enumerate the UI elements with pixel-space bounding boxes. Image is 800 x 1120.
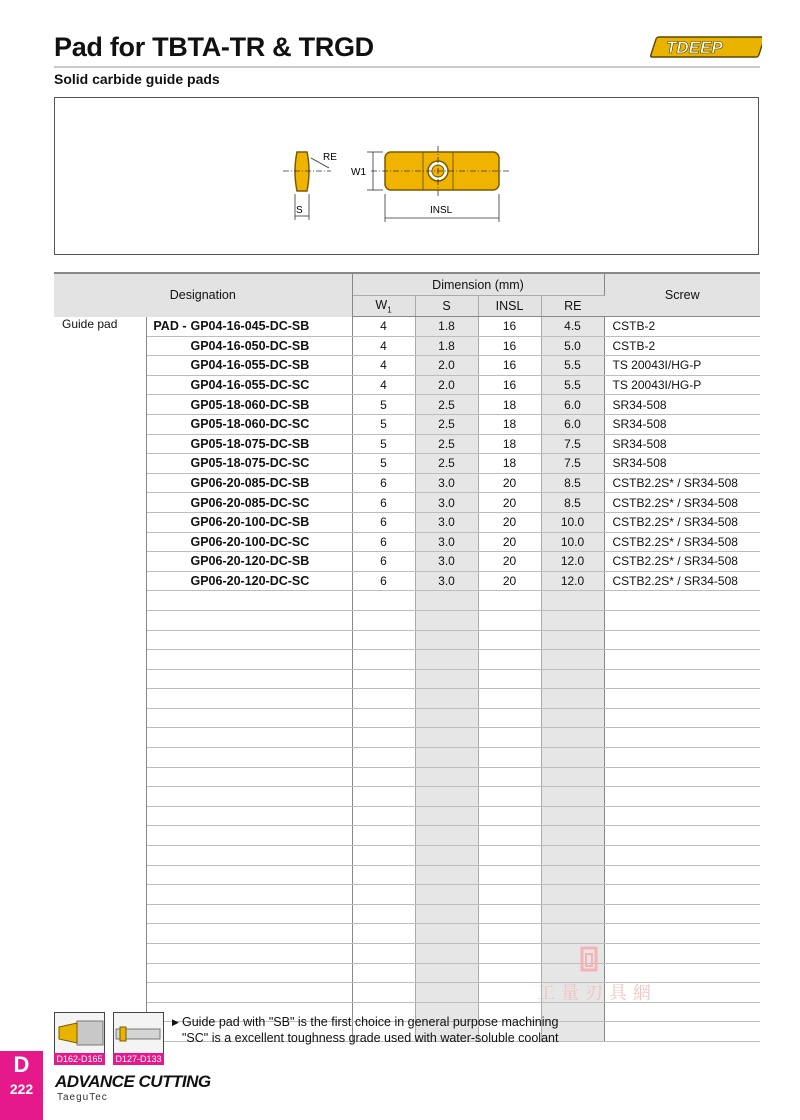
re-cell: 6.0 [541, 414, 604, 434]
svg-text:TDEEP: TDEEP [666, 38, 723, 57]
empty-row [54, 806, 760, 826]
designation-cell [146, 317, 352, 337]
insl-cell [478, 630, 541, 650]
s-cell: 3.0 [415, 493, 478, 513]
table-row [54, 473, 760, 493]
w1-cell [352, 983, 415, 1003]
empty-row [54, 630, 760, 650]
insl-cell [478, 728, 541, 748]
s-cell: 1.8 [415, 317, 478, 337]
designation-cell [146, 375, 352, 395]
screw-cell [604, 689, 760, 709]
w1-cell [352, 630, 415, 650]
s-cell [415, 748, 478, 768]
screw-cell [604, 885, 760, 905]
re-cell: 5.0 [541, 336, 604, 356]
table-row [54, 571, 760, 591]
empty-row [54, 591, 760, 611]
designation-code: GP04-16-055-DC-SB [190, 358, 310, 373]
re-cell [541, 865, 604, 885]
reference-link[interactable]: D127-D133 [113, 1053, 164, 1065]
table-row [54, 356, 760, 376]
screw-cell: SR34-508 [604, 434, 760, 454]
screw-cell: CSTB2.2S* / SR34-508 [604, 552, 760, 572]
s-cell: 3.0 [415, 571, 478, 591]
re-cell [541, 885, 604, 905]
screw-cell: CSTB2.2S* / SR34-508 [604, 571, 760, 591]
empty-row [54, 650, 760, 670]
screw-cell [604, 630, 760, 650]
re-cell [541, 748, 604, 768]
screw-cell [604, 787, 760, 807]
s-cell [415, 963, 478, 983]
insl-cell: 20 [478, 473, 541, 493]
screw-cell: CSTB2.2S* / SR34-508 [604, 473, 760, 493]
tdeep-logo [646, 33, 762, 61]
re-cell: 12.0 [541, 552, 604, 572]
header-designation: Designation [54, 273, 352, 317]
s-cell [415, 630, 478, 650]
note-text: "SC" is a excellent toughness grade used with water-soluble coolant [182, 1031, 559, 1045]
designation-cell [146, 336, 352, 356]
specification-table [54, 272, 760, 1042]
w1-cell: 6 [352, 473, 415, 493]
s-cell [415, 610, 478, 630]
screw-cell [604, 865, 760, 885]
designation-code: GP05-18-060-DC-SB [190, 397, 310, 412]
table-row [54, 434, 760, 454]
insl-cell [478, 826, 541, 846]
triangle-bullet-icon: ▶ [172, 1017, 179, 1027]
re-cell: 7.5 [541, 454, 604, 474]
insl-cell [478, 669, 541, 689]
screw-cell [604, 650, 760, 670]
designation-cell [146, 454, 352, 474]
re-cell: 5.5 [541, 356, 604, 376]
title-rule [54, 66, 760, 68]
empty-row [54, 787, 760, 807]
s-cell: 2.5 [415, 395, 478, 415]
w1-cell [352, 865, 415, 885]
re-cell [541, 846, 604, 866]
s-cell: 2.5 [415, 454, 478, 474]
w1-cell: 6 [352, 493, 415, 513]
designation-cell [146, 669, 352, 689]
designation-cell [146, 395, 352, 415]
designation-cell [146, 532, 352, 552]
w1-cell [352, 689, 415, 709]
re-cell [541, 767, 604, 787]
w1-cell [352, 728, 415, 748]
insl-cell: 20 [478, 552, 541, 572]
designation-cell [146, 591, 352, 611]
screw-cell [604, 748, 760, 768]
insl-cell: 16 [478, 336, 541, 356]
re-cell [541, 904, 604, 924]
s-cell [415, 846, 478, 866]
s-cell [415, 767, 478, 787]
screw-cell [604, 1002, 760, 1022]
empty-row [54, 865, 760, 885]
header-w1: $W_1$ [352, 296, 415, 317]
w1-cell [352, 904, 415, 924]
re-cell [541, 689, 604, 709]
table-row [54, 375, 760, 395]
w1-cell [352, 885, 415, 905]
header-insl: INSL [478, 296, 541, 317]
s-cell: 1.8 [415, 336, 478, 356]
designation-cell [146, 493, 352, 513]
insl-cell: 18 [478, 414, 541, 434]
w1-cell [352, 944, 415, 964]
designation-code: GP04-16-050-DC-SB [190, 338, 310, 353]
insl-cell: 16 [478, 317, 541, 337]
designation-code: GP06-20-085-DC-SC [190, 495, 310, 510]
designation-cell [146, 865, 352, 885]
table-body [54, 317, 760, 1042]
designation-cell [146, 689, 352, 709]
insl-cell [478, 963, 541, 983]
insl-cell [478, 983, 541, 1003]
w1-cell: 6 [352, 552, 415, 572]
w1-cell: 5 [352, 454, 415, 474]
watermark-text: 工量刃具網 [537, 983, 657, 1003]
screw-cell [604, 846, 760, 866]
empty-row [54, 944, 760, 964]
screw-cell [604, 1022, 760, 1042]
brand-logo: ADVANCE CUTTING [55, 1072, 211, 1091]
designation-cell [146, 434, 352, 454]
re-cell [541, 610, 604, 630]
w1-cell: 6 [352, 532, 415, 552]
designation-cell [146, 414, 352, 434]
header-dimension: Dimension (mm) [352, 273, 604, 296]
screw-cell [604, 924, 760, 944]
s-cell: 3.0 [415, 473, 478, 493]
insl-cell [478, 708, 541, 728]
insl-cell [478, 610, 541, 630]
insl-cell: 20 [478, 493, 541, 513]
re-cell: 4.5 [541, 317, 604, 337]
table-row [54, 395, 760, 415]
s-cell: 2.0 [415, 356, 478, 376]
designation-code: GP05-18-060-DC-SC [190, 417, 310, 432]
designation-cell [146, 885, 352, 905]
designation-code: GP05-18-075-DC-SB [190, 436, 310, 451]
insl-cell [478, 591, 541, 611]
w1-cell [352, 650, 415, 670]
screw-cell: TS 20043I/HG-P [604, 356, 760, 376]
designation-cell [146, 767, 352, 787]
s-cell [415, 669, 478, 689]
re-cell [541, 924, 604, 944]
empty-row [54, 826, 760, 846]
s-cell: 3.0 [415, 532, 478, 552]
designation-cell [146, 806, 352, 826]
designation-cell [146, 552, 352, 572]
screw-cell: SR34-508 [604, 395, 760, 415]
w1-cell: 4 [352, 336, 415, 356]
header-re: RE [541, 296, 604, 317]
re-cell [541, 630, 604, 650]
s-cell: 3.0 [415, 552, 478, 572]
s-cell [415, 924, 478, 944]
table-row [54, 532, 760, 552]
designation-cell [146, 630, 352, 650]
s-cell [415, 885, 478, 905]
w1-cell [352, 610, 415, 630]
re-cell [541, 669, 604, 689]
insl-cell [478, 904, 541, 924]
page-subtitle: Solid carbide guide pads [54, 71, 220, 87]
screw-cell: SR34-508 [604, 454, 760, 474]
insl-cell [478, 865, 541, 885]
s-cell [415, 904, 478, 924]
designation-cell [146, 787, 352, 807]
insl-cell [478, 748, 541, 768]
empty-row [54, 767, 760, 787]
label-insl: INSL [430, 205, 453, 216]
w1-cell: 5 [352, 414, 415, 434]
designation-code: GP06-20-085-DC-SB [190, 476, 310, 491]
empty-row [54, 610, 760, 630]
designation-code: GP06-20-120-DC-SB [190, 554, 310, 569]
designation-cell [146, 473, 352, 493]
page-number: 222 [9, 1081, 34, 1097]
designation-code: GP04-16-055-DC-SC [190, 378, 310, 393]
insl-cell [478, 924, 541, 944]
s-cell: 2.0 [415, 375, 478, 395]
s-cell [415, 865, 478, 885]
screw-cell: CSTB-2 [604, 336, 760, 356]
designation-cell [146, 708, 352, 728]
s-cell [415, 826, 478, 846]
w1-cell [352, 846, 415, 866]
empty-row [54, 669, 760, 689]
screw-cell [604, 904, 760, 924]
screw-cell [604, 591, 760, 611]
re-cell: 12.0 [541, 571, 604, 591]
insl-cell [478, 767, 541, 787]
table-row [54, 317, 760, 337]
table-row [54, 414, 760, 434]
table-row [54, 493, 760, 513]
designation-code: GP04-16-045-DC-SB [190, 319, 310, 334]
designation-cell [146, 944, 352, 964]
re-cell [541, 787, 604, 807]
re-cell: 10.0 [541, 532, 604, 552]
s-cell: 2.5 [415, 434, 478, 454]
designation-cell [146, 924, 352, 944]
designation-prefix: PAD - [153, 319, 187, 334]
screw-cell: CSTB2.2S* / SR34-508 [604, 512, 760, 532]
insl-cell [478, 650, 541, 670]
s-cell [415, 689, 478, 709]
screw-cell: CSTB-2 [604, 317, 760, 337]
re-cell: 8.5 [541, 493, 604, 513]
screw-cell: CSTB2.2S* / SR34-508 [604, 493, 760, 513]
note-item [172, 1014, 558, 1030]
designation-cell [146, 963, 352, 983]
watermark-logo [546, 944, 626, 978]
s-cell [415, 983, 478, 1003]
screw-cell [604, 610, 760, 630]
re-cell: 8.5 [541, 473, 604, 493]
table-row [54, 336, 760, 356]
designation-cell [146, 846, 352, 866]
w1-cell [352, 748, 415, 768]
empty-row [54, 728, 760, 748]
s-cell [415, 806, 478, 826]
s-cell [415, 708, 478, 728]
header-s: S [415, 296, 478, 317]
note-text: Guide pad with "SB" is the first choice in general purpose machining [182, 1015, 559, 1029]
designation-cell [146, 728, 352, 748]
w1-cell [352, 708, 415, 728]
header-screw: Screw [604, 273, 760, 317]
s-cell [415, 591, 478, 611]
w1-cell: 5 [352, 434, 415, 454]
w1-cell [352, 826, 415, 846]
screw-cell [604, 826, 760, 846]
insl-cell [478, 787, 541, 807]
w1-cell: 6 [352, 512, 415, 532]
section-letter: D [13, 1052, 30, 1077]
re-cell [541, 826, 604, 846]
screw-cell [604, 806, 760, 826]
insl-cell [478, 806, 541, 826]
w1-cell [352, 787, 415, 807]
s-cell [415, 650, 478, 670]
screw-cell [604, 944, 760, 964]
notes [172, 1014, 558, 1046]
empty-row [54, 748, 760, 768]
screw-cell: SR34-508 [604, 414, 760, 434]
designation-cell [146, 512, 352, 532]
designation-cell [146, 356, 352, 376]
screw-cell [604, 767, 760, 787]
insl-cell: 20 [478, 571, 541, 591]
screw-cell [604, 728, 760, 748]
empty-row [54, 885, 760, 905]
w1-cell: 6 [352, 571, 415, 591]
w1-cell [352, 963, 415, 983]
w1-cell [352, 767, 415, 787]
s-cell [415, 787, 478, 807]
insl-cell [478, 885, 541, 905]
w1-cell [352, 669, 415, 689]
designation-code: GP06-20-120-DC-SC [190, 574, 310, 589]
screw-cell: CSTB2.2S* / SR34-508 [604, 532, 760, 552]
re-cell [541, 806, 604, 826]
w1-cell: 4 [352, 317, 415, 337]
designation-code: GP06-20-100-DC-SB [190, 515, 310, 530]
designation-cell [146, 748, 352, 768]
insl-cell: 20 [478, 532, 541, 552]
insl-cell [478, 944, 541, 964]
w1-cell [352, 591, 415, 611]
reference-link[interactable]: D162-D165 [54, 1053, 105, 1065]
w1-cell [352, 924, 415, 944]
label-re: RE [323, 152, 337, 163]
designation-cell [146, 610, 352, 630]
w1-cell [352, 806, 415, 826]
insl-cell [478, 846, 541, 866]
re-cell: 7.5 [541, 434, 604, 454]
page-title: Pad for TBTA-TR & TRGD [54, 32, 374, 62]
label-s: S [296, 205, 303, 216]
technical-drawing [54, 97, 759, 255]
designation-cell [146, 826, 352, 846]
empty-row [54, 924, 760, 944]
w1-cell: 4 [352, 356, 415, 376]
table-row [54, 512, 760, 532]
empty-row [54, 708, 760, 728]
screw-cell [604, 708, 760, 728]
designation-code: GP05-18-075-DC-SC [190, 456, 310, 471]
re-cell [541, 650, 604, 670]
insl-cell [478, 689, 541, 709]
screw-cell [604, 669, 760, 689]
re-cell [541, 591, 604, 611]
re-cell: 6.0 [541, 395, 604, 415]
table-row [54, 552, 760, 572]
table-row [54, 454, 760, 474]
w1-cell: 4 [352, 375, 415, 395]
designation-cell [146, 650, 352, 670]
insl-cell: 18 [478, 454, 541, 474]
designation-code: GP06-20-100-DC-SC [190, 534, 310, 549]
brand-subtitle: TaeguTec [57, 1092, 108, 1103]
empty-row [54, 689, 760, 709]
s-cell [415, 728, 478, 748]
insl-cell: 16 [478, 375, 541, 395]
s-cell: 2.5 [415, 414, 478, 434]
designation-cell [146, 904, 352, 924]
re-cell: 5.5 [541, 375, 604, 395]
re-cell [541, 708, 604, 728]
insl-cell: 18 [478, 395, 541, 415]
designation-cell [146, 571, 352, 591]
insl-cell: 18 [478, 434, 541, 454]
s-cell [415, 944, 478, 964]
label-w1: W1 [351, 167, 366, 178]
empty-row [54, 904, 760, 924]
re-cell [541, 728, 604, 748]
designation-cell [146, 983, 352, 1003]
s-cell: 3.0 [415, 512, 478, 532]
screw-cell: TS 20043I/HG-P [604, 375, 760, 395]
w1-cell: 5 [352, 395, 415, 415]
insl-cell: 16 [478, 356, 541, 376]
insl-cell: 20 [478, 512, 541, 532]
note-item [172, 1030, 558, 1046]
group-label: Guide pad [54, 317, 146, 1042]
re-cell: 10.0 [541, 512, 604, 532]
empty-row [54, 846, 760, 866]
